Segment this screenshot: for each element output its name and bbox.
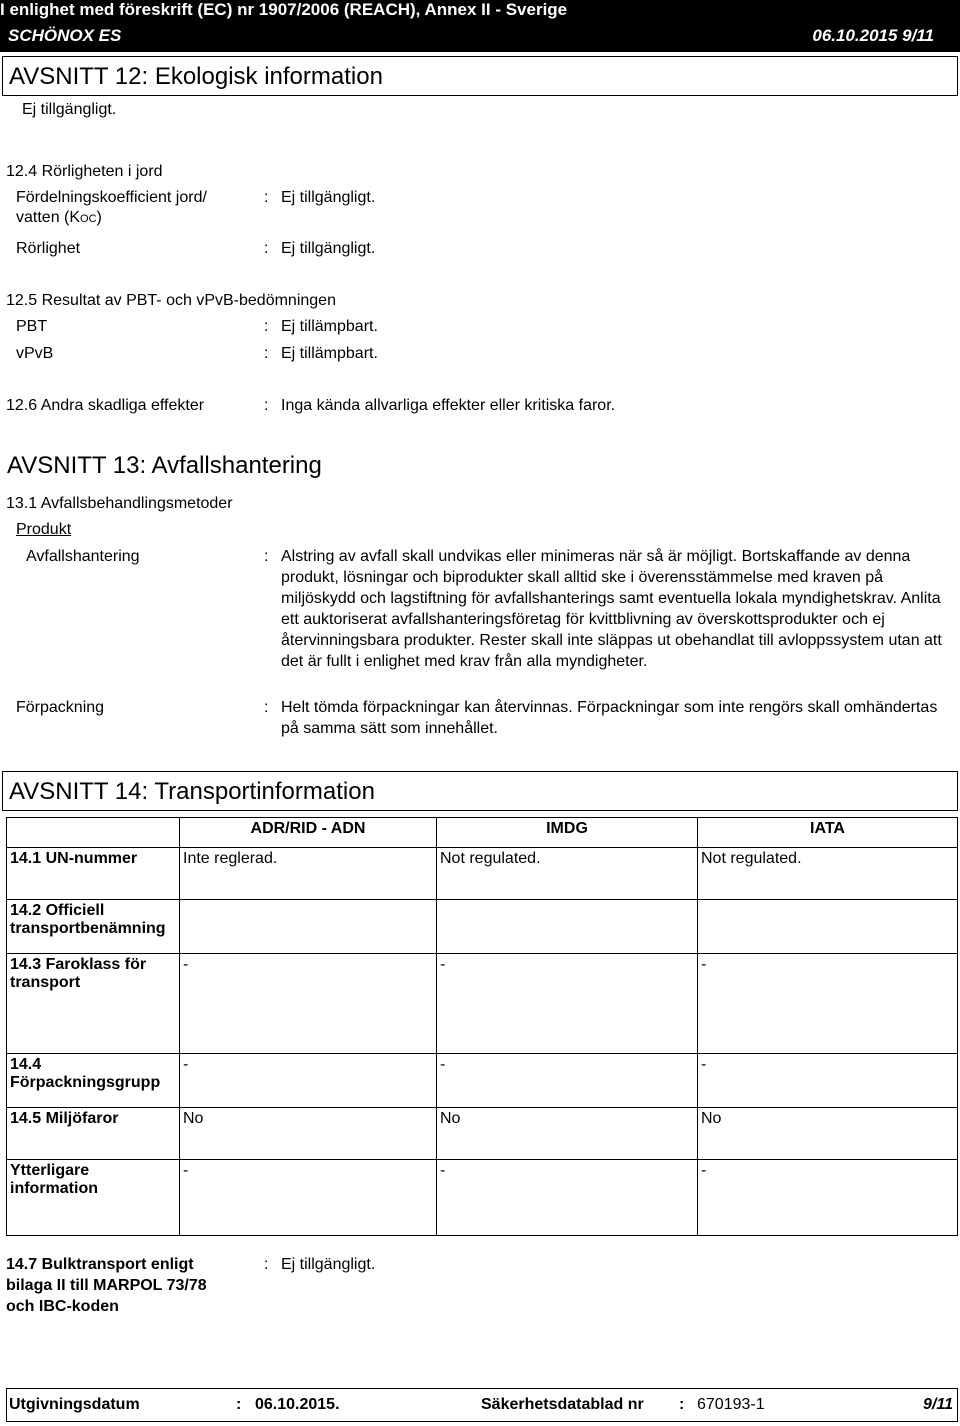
section-13-title: AVSNITT 13: Avfallshantering <box>7 452 322 479</box>
table-row <box>7 848 958 900</box>
waste-colon: : <box>264 548 269 565</box>
table-cell: Inte reglerad. <box>180 848 437 900</box>
regulation-title: I enlighet med föreskrift (EC) nr 1907/2006 (REACH), Annex II - Sverige <box>0 0 568 19</box>
subsection-12-5: 12.5 Resultat av PBT- och vPvB-bedömningen <box>6 292 336 309</box>
column-header-adr: ADR/RID - ADN <box>180 818 437 848</box>
other-effects-value: Inga kända allvarliga effekter eller kritiska faror. <box>281 397 616 414</box>
issue-date-label: Utgivningsdatum <box>9 1396 140 1413</box>
bulk-transport-value: Ej tillgängligt. <box>281 1256 376 1273</box>
section-12-title <box>2 56 958 96</box>
table-cell: No <box>180 1108 437 1160</box>
section-14-title <box>2 771 958 811</box>
row-label: Ytterligare information <box>7 1160 180 1236</box>
row-label: 14.5 Miljöfaror <box>7 1108 180 1160</box>
table-cell: - <box>180 1054 437 1108</box>
section-14-title-text: AVSNITT 14: Transportinformation <box>9 778 375 805</box>
table-row <box>7 900 958 954</box>
column-header-imdg: IMDG <box>437 818 698 848</box>
koc-label-line2: vatten (KOC) <box>16 209 102 226</box>
table-row <box>7 1054 958 1108</box>
section-12-title-text: AVSNITT 12: Ekologisk information <box>9 63 383 90</box>
table-cell: - <box>437 1160 698 1236</box>
table-cell: - <box>698 954 958 1054</box>
table-cell: No <box>698 1108 958 1160</box>
transport-table <box>6 817 958 1236</box>
table-row <box>7 1160 958 1236</box>
table-row <box>7 1108 958 1160</box>
column-header-iata: IATA <box>698 818 958 848</box>
pbt-colon: : <box>264 318 269 335</box>
waste-value: Alstring av avfall skall undvikas eller minimeras när så är möjligt. Bortskaffande av denna produkt, lösningar och biprodukter skall alltid ske i överensstämmelse med kraven på miljöskydd och lagstiftning för avfallshanterings samt eventuella lokala myndighetskrav. Anlita ett auktoriserat avfallshanteringsföretag för kvittblivning av överskottsprodukter och ej återvinningsbara produkter. Rester skall inte släppas ut obehandlat till avloppssystem utan att det är fullt i enlighet med krav från alla myndigheter. <box>281 548 942 670</box>
document-header <box>0 0 960 52</box>
sds-number-colon: : <box>679 1396 685 1413</box>
table-cell: - <box>180 1160 437 1236</box>
row-label: 14.4 Förpackningsgrupp <box>7 1054 180 1108</box>
table-row <box>7 954 958 1054</box>
row-label: 14.1 UN-nummer <box>7 848 180 900</box>
footer-page-number: 9/11 <box>923 1396 953 1413</box>
subsection-12-4: 12.4 Rörligheten i jord <box>6 163 163 180</box>
issue-date-value: 06.10.2015. <box>255 1396 340 1413</box>
table-cell <box>180 900 437 954</box>
issue-date-colon: : <box>236 1396 242 1413</box>
table-header-row <box>7 818 958 848</box>
vpvb-value: Ej tillämpbart. <box>281 345 378 362</box>
subsection-13-1: 13.1 Avfallsbehandlingsmetoder <box>6 495 233 512</box>
packaging-colon: : <box>264 699 269 716</box>
table-cell: - <box>437 1054 698 1108</box>
table-cell <box>437 900 698 954</box>
row-label: 14.3 Faroklass för transport <box>7 954 180 1054</box>
bulk-transport-colon: : <box>264 1256 269 1273</box>
packaging-label: Förpackning <box>16 699 105 716</box>
section-12-intro: Ej tillgängligt. <box>22 101 117 118</box>
sds-number-value: 670193-1 <box>697 1396 765 1413</box>
product-name: SCHÖNOX ES <box>8 26 122 45</box>
sds-number-label: Säkerhetsdatablad nr <box>481 1396 644 1413</box>
table-corner-cell <box>7 818 180 848</box>
product-heading: Produkt <box>16 521 72 538</box>
pbt-label: PBT <box>16 318 48 335</box>
table-cell: No <box>437 1108 698 1160</box>
vpvb-colon: : <box>264 345 269 362</box>
subsection-12-6: 12.6 Andra skadliga effekter <box>6 397 205 414</box>
mobility-colon: : <box>264 240 269 257</box>
table-cell: - <box>698 1054 958 1108</box>
vpvb-label: vPvB <box>16 345 54 362</box>
document-footer <box>6 1388 958 1422</box>
row-label: 14.2 Officiell transportbenämning <box>7 900 180 954</box>
waste-label: Avfallshantering <box>26 548 140 565</box>
table-cell: - <box>180 954 437 1054</box>
bulk-transport-label: 14.7 Bulktransport enligt bilaga II till MARPOL 73/78 och IBC-koden <box>6 1256 207 1315</box>
mobility-value: Ej tillgängligt. <box>281 240 376 257</box>
table-cell: - <box>698 1160 958 1236</box>
koc-colon: : <box>264 189 269 206</box>
header-date-page: 06.10.2015 9/11 <box>812 26 934 45</box>
mobility-label: Rörlighet <box>16 240 81 257</box>
koc-label-line1: Fördelningskoefficient jord/ <box>16 189 207 206</box>
koc-value: Ej tillgängligt. <box>281 189 376 206</box>
table-cell <box>698 900 958 954</box>
packaging-value: Helt tömda förpackningar kan återvinnas. Förpackningar som inte rengörs skall omhändertas på samma sätt som innehållet. <box>281 699 938 737</box>
other-effects-colon: : <box>264 397 269 414</box>
table-cell: - <box>437 954 698 1054</box>
table-cell: Not regulated. <box>437 848 698 900</box>
pbt-value: Ej tillämpbart. <box>281 318 378 335</box>
table-cell: Not regulated. <box>698 848 958 900</box>
